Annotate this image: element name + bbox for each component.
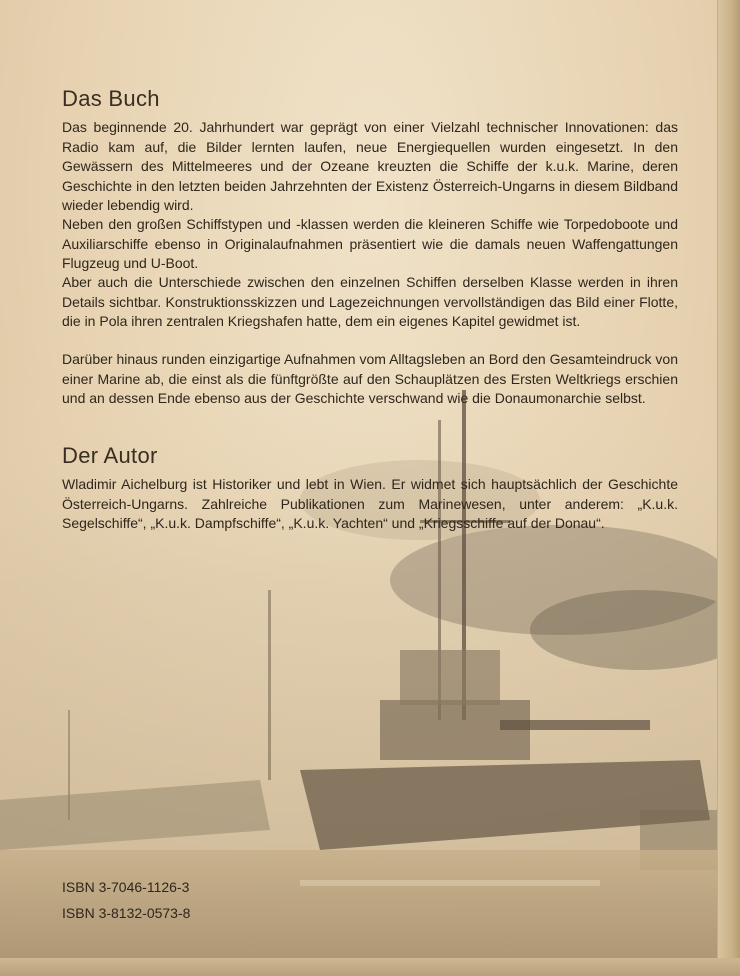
cover-bottom-edge xyxy=(0,958,740,976)
book-heading: Das Buch xyxy=(62,86,160,111)
author-heading: Der Autor xyxy=(62,443,158,468)
isbn-line: ISBN 3-7046-1126-3 xyxy=(62,879,190,895)
book-paragraph: Aber auch die Unterschiede zwischen den einzelnen Schiffen derselben Klasse werden in ihren Details sichtbar. Konstruktionsskizzen und Lagezeichnungen vervollständigen das Bild einer Flotte, die in Pola ihren zentralen Kriegshafen hatte, dem ein eigenes Kapitel gewidmet ist. xyxy=(62,274,678,329)
isbn-line: ISBN 3-8132-0573-8 xyxy=(62,905,191,921)
book-paragraph: Neben den großen Schiffstypen und -klassen werden die kleineren Schiffe wie Torpedoboote und Auxiliarschiffe ebenso in Originalaufnahmen präsentiert wie die damals neuen Waffengattungen Flugzeug und U-Boot. xyxy=(62,216,678,271)
cover-right-edge xyxy=(717,0,740,976)
author-paragraph: Wladimir Aichelburg ist Historiker und lebt in Wien. Er widmet sich hauptsächlich der Geschichte Österreich-Ungarns. Zahlreiche Publikationen zum Marinewesen, unter anderem: „K.u.k. Segelschiffe“, „K.u.k. Dampfschiffe“, „K.u.k. Yachten“ und „Kriegsschiffe auf der Donau“. xyxy=(62,476,678,531)
book-paragraph: Darüber hinaus runden einzigartige Aufnahmen vom Alltagsleben an Bord den Gesamteindruck von einer Marine ab, die einst als die fünftgrößte auf den Schauplätzen des Ersten Weltkriegs erschien und an dessen Ende ebenso aus der Geschichte verschwand wie die Donaumonarchie selbst. xyxy=(62,351,678,406)
book-paragraph: Das beginnende 20. Jahrhundert war geprägt von einer Vielzahl technischer Innovationen: das Radio kam auf, die Bilder lernten laufen, neue Energiequellen wurden eingesetzt. In den Gewässern des Mittelmeeres und der Ozeane kreuzten die Schiffe der k.u.k. Marine, deren Geschichte in den letzten beiden Jahrzehnten der Existenz Österreich-Ungarns in diesem Bildband wieder lebendig wird. xyxy=(62,119,678,213)
